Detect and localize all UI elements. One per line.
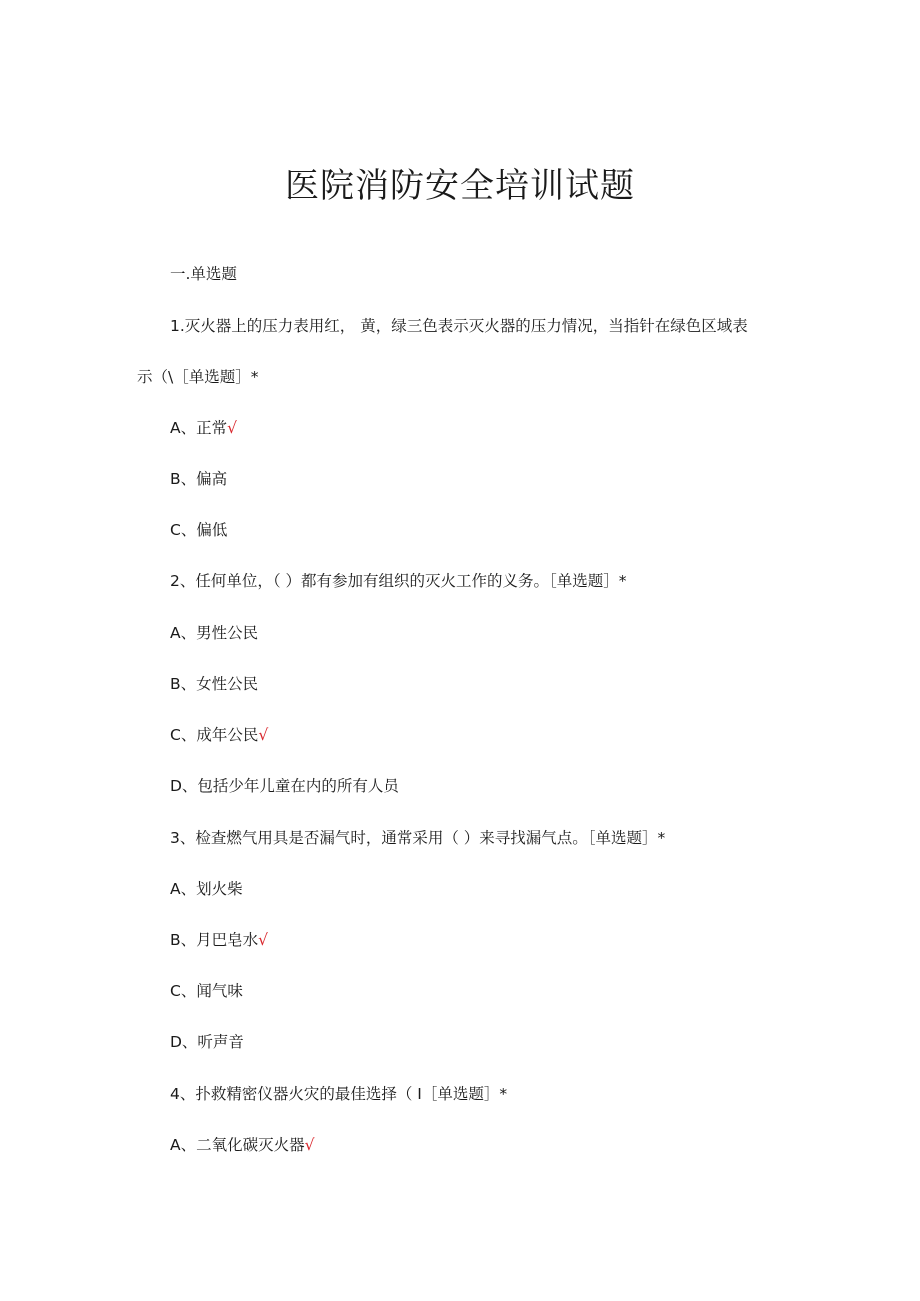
question-2-text: 2、任何单位，（ ）都有参加有组织的灭火工作的义务。［单选题］* [170,572,627,590]
question-2-option-d: D、包括少年儿童在内的所有人员 [170,777,399,795]
check-mark-icon: √ [227,419,237,437]
check-mark-icon: √ [304,1136,315,1154]
option-label: B、月巴皂水 [170,931,259,949]
question-3-option-b [170,929,268,951]
option-label: A、正常 [170,419,228,437]
option-label: A、二氧化碳灭火器 [170,1136,305,1154]
question-3-option-a: A、划火柴 [170,880,243,898]
question-1-option-c: C、偏低 [170,521,228,539]
question-2-option-b: B、女性公民 [170,675,259,693]
question-3-option-c: C、闻气味 [170,982,243,1000]
question-2-option-a: A、男性公民 [170,624,259,642]
question-2-option-c [170,724,268,746]
question-4-text: 4、扑救精密仪器火灾的最佳选择（ I［单选题］* [170,1085,508,1103]
question-1-option-b: B、偏高 [170,470,228,488]
check-mark-icon: √ [258,931,269,949]
section-heading: 一.单选题 [170,265,237,283]
question-3-text: 3、检查燃气用具是否漏气时，通常采用（ ）来寻找漏气点。［单选题］* [170,829,666,847]
check-mark-icon: √ [258,726,269,744]
question-1-text: 1.灭火器上的压力表用红， 黄，绿三色表示灭火器的压力情况，当指针在绿色区域表 [170,317,748,335]
document-title: 医院消防安全培训试题 [285,166,635,206]
question-4-option-a [170,1134,315,1156]
question-3-option-d: D、听声音 [170,1033,244,1051]
question-1-text-continued: 示（\［单选题］* [137,368,259,386]
question-1-option-a [170,417,237,439]
option-label: C、成年公民 [170,726,259,744]
